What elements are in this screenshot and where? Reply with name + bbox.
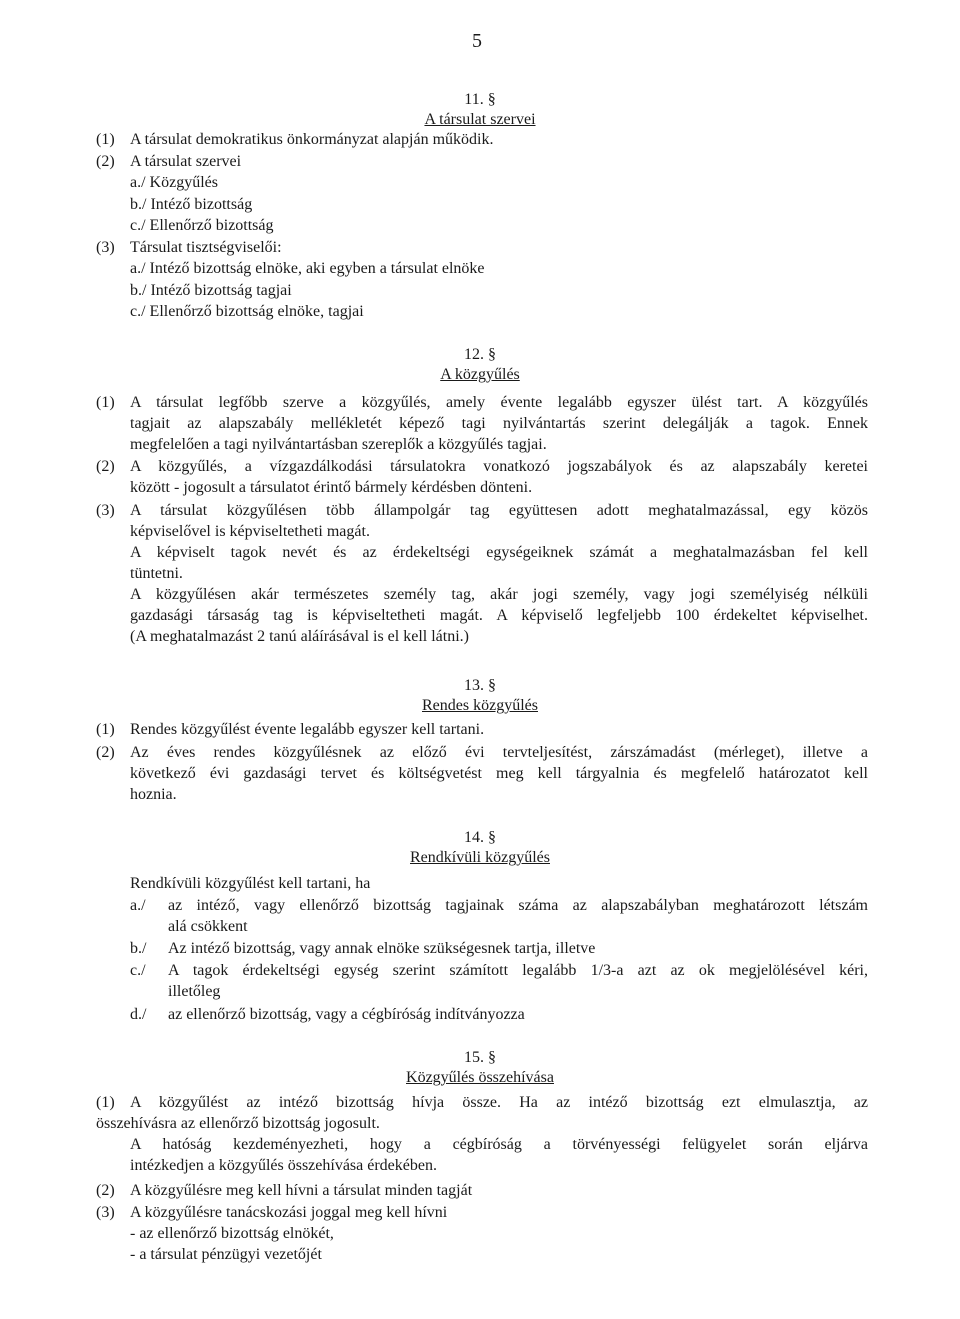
list-item: b./ Intéző bizottság: [130, 195, 253, 213]
section-title: A közgyűlés: [440, 366, 520, 383]
section-13-paragraph-2: (2) Az éves rendes közgyűlésnek az előző évi tervteljesítést, zárszámadást (mérleget), illetve a következő évi gazdasági tervet és költségvetést meg kell tárgyalnia és megfelelő határozatot kell hoznia.: [96, 744, 868, 803]
section-number: 14. §: [464, 829, 496, 846]
list-item: a./ Közgyűlés: [130, 174, 218, 191]
list-item: (2) A társulat szervei: [96, 152, 242, 170]
section-11-heading: [0, 90, 960, 130]
section-11-body: [96, 129, 868, 323]
section-15-paragraph-2: (2) A közgyűlésre meg kell hívni a társulat minden tagját: [96, 1182, 473, 1199]
section-number: 13. §: [464, 677, 496, 694]
section-title: Rendes közgyűlés: [422, 697, 538, 714]
section-15-heading: [0, 1048, 960, 1088]
list-item: (3) Társulat tisztségviselői:: [96, 238, 282, 256]
list-item: - a társulat pénzügyi vezetőjét: [130, 1246, 322, 1263]
section-14-item-c: c./ A tagok érdekeltségi egység szerint számított legalább 1/3-a azt az ok megjelölésével kéri, illetőleg: [130, 962, 868, 1000]
section-title: Közgyűlés összehívása: [406, 1069, 554, 1086]
section-13-heading: [0, 676, 960, 716]
section-12-heading: [0, 345, 960, 385]
list-item: - az ellenőrző bizottság elnökét,: [130, 1225, 334, 1242]
section-15-paragraph-1: (1) A közgyűlést az intéző bizottság hívja össze. Ha az intéző bizottság ezt elmulasztja, az összehívásra az ellenőrző bizottság jogosult. A hatóság kezdeményezheti, hogy a cégbíróság a törvényességi felügyelet során eljárva intézkedjen a közgyűlés összehívása érdekében.: [96, 1094, 868, 1174]
section-number: 12. §: [464, 346, 496, 363]
section-14-heading: [0, 828, 960, 868]
section-14-item-d: d./ az ellenőrző bizottság, vagy a cégbíróság indítványozza: [130, 1006, 525, 1023]
section-12-paragraph-1: (1) A társulat legfőbb szerve a közgyűlés, amely évente legalább egyszer ülést tart. A közgyűlés tagjait az alapszabály mellékletét képező tagi nyilvántartás szerint delegálják a tagok. Ennek megfelelően a tagi nyilvántartásban szereplők a közgyűlés tagjai.: [96, 394, 868, 453]
section-15-paragraph-3: (3) A közgyűlésre tanácskozási joggal meg kell hívni - az ellenőrző bizottság elnökét, - a társulat pénzügyi vezetőjét: [96, 1202, 868, 1265]
section-title: Rendkívüli közgyűlés: [410, 849, 550, 866]
page-number: 5: [472, 30, 482, 52]
list-item: c./ Ellenőrző bizottság: [130, 217, 274, 234]
section-12-paragraph-2: (2) A közgyűlés, a vízgazdálkodási társulatokra vonatkozó jogszabályok és az alapszabály keretei között - jogosult a társulatot érintő bármely kérdésben dönteni.: [96, 458, 868, 496]
list-item: (1) A társulat demokratikus önkormányzat alapján működik.: [96, 131, 494, 148]
section-14-item-a: a./ az intéző, vagy ellenőrző bizottság tagjainak száma az alapszabályban meghatározott létszám alá csökkent: [130, 897, 868, 935]
list-item: c./ Ellenőrző bizottság elnöke, tagjai: [130, 303, 364, 320]
section-13-paragraph-1: (1) Rendes közgyűlést évente legalább egyszer kell tartani.: [96, 721, 485, 738]
list-item: b./ Intéző bizottság tagjai: [130, 281, 292, 299]
section-number: 11. §: [464, 91, 496, 108]
list-item: a./ Intéző bizottság elnöke, aki egyben a társulat elnöke: [130, 260, 485, 277]
section-12-paragraph-3: (3) A társulat közgyűlésen több állampolgár tag együttesen adott meghatalmazással, egy közös képviselővel is képviseltetheti magát. A képviselt tagok nevét és az érdekeltségi egységeiknek számát a meghatalmazásban fel kell tüntetni. A közgyűlésen akár természetes személy tag, akár jogi személy, vagy jogi személyiség nélküli gazdasági társaság tag is képviseltetheti magát. A képviselő legfeljebb 100 érdekeltet képviselhet. (A meghatalmazást 2 tanú aláírásával is el kell látni.): [96, 502, 868, 645]
section-14-intro: Rendkívüli közgyűlést kell tartani, ha: [130, 875, 371, 892]
section-14-item-b: b./ Az intéző bizottság, vagy annak elnöke szükségesnek tartja, illetve: [130, 940, 596, 957]
section-title: A társulat szervei: [424, 111, 536, 128]
section-number: 15. §: [464, 1049, 496, 1066]
